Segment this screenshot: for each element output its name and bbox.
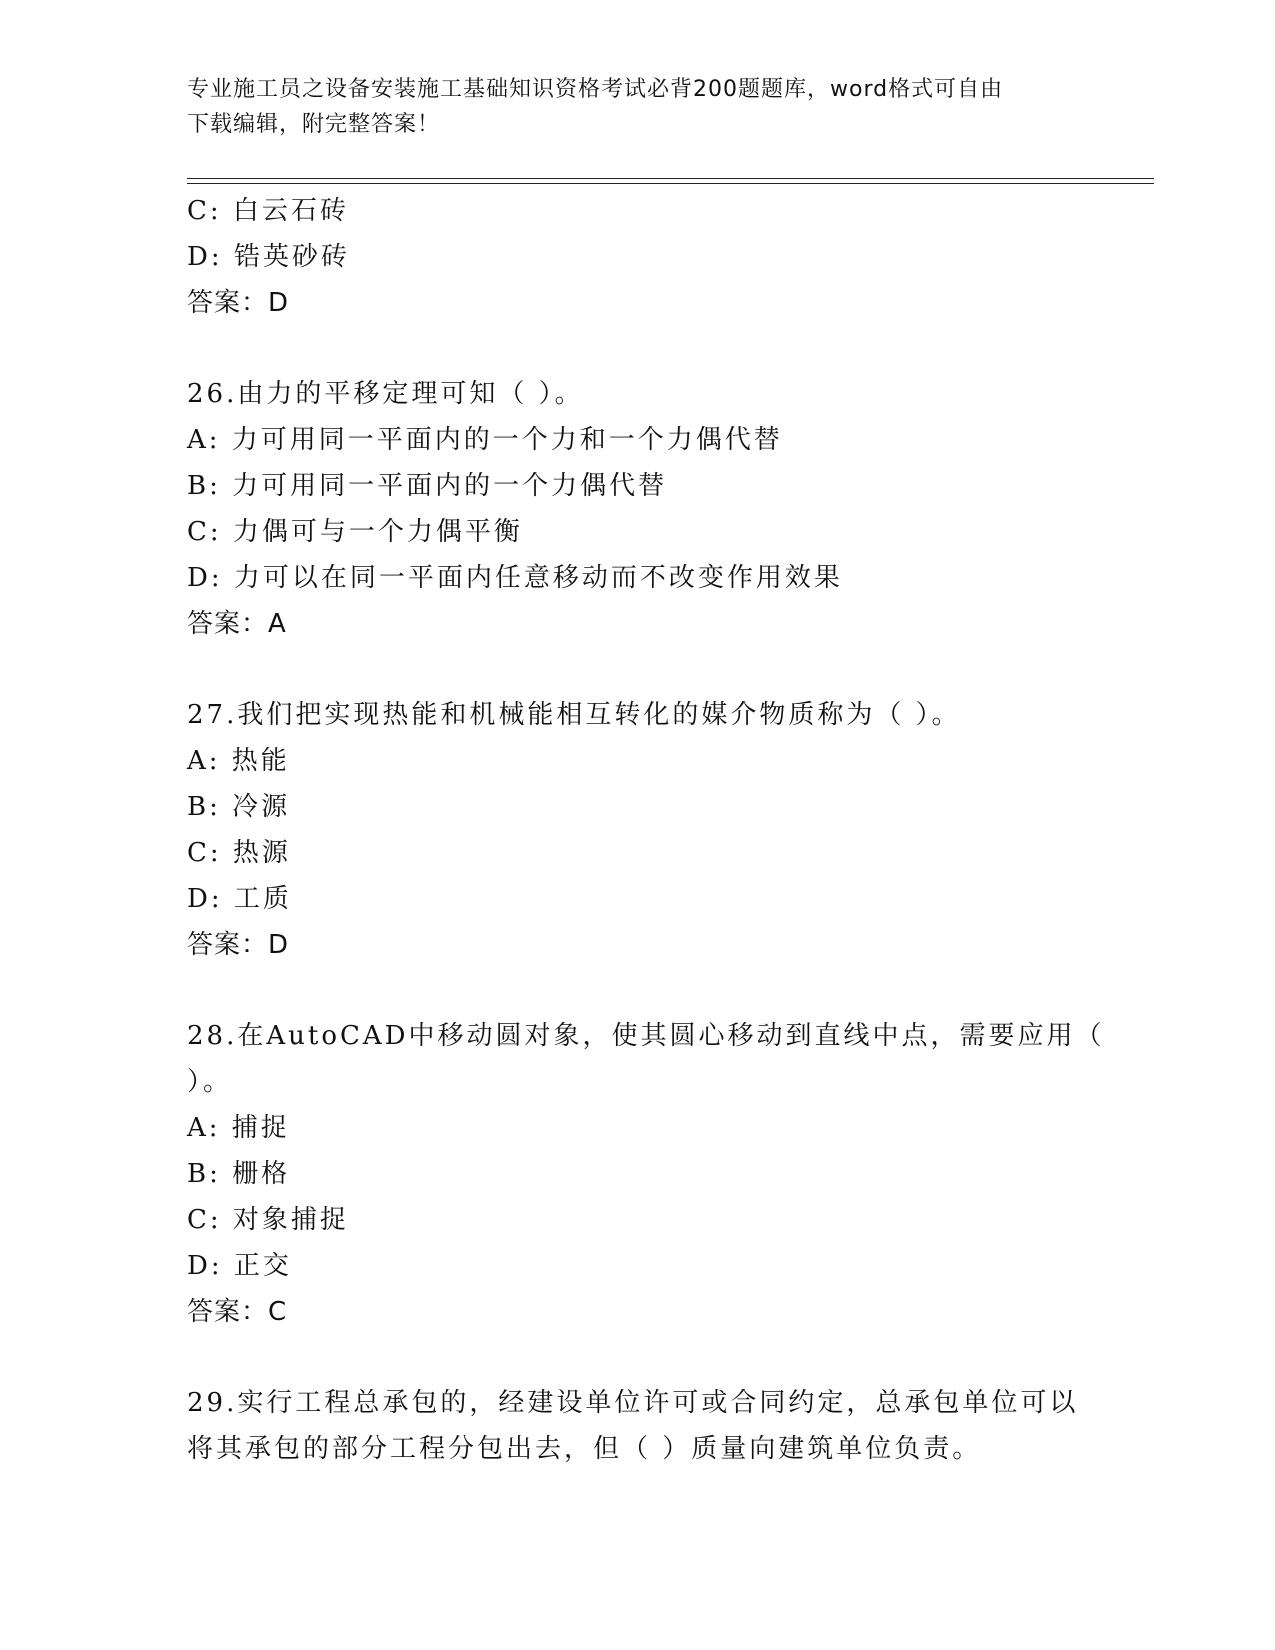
question-stem: 27.我们把实现热能和机械能相互转化的媒介物质称为（ ）。 — [187, 700, 961, 730]
answer: 答案：C — [187, 1297, 288, 1327]
question-stem: 26.由力的平移定理可知（ ）。 — [187, 379, 584, 409]
answer: 答案：D — [187, 288, 290, 318]
question-25-tail — [187, 188, 1087, 326]
option-c: C: 白云石砖 — [187, 196, 349, 226]
question-list — [187, 188, 1105, 1472]
option-d: D: 工质 — [187, 884, 292, 914]
option-c: C: 对象捕捉 — [187, 1205, 349, 1235]
answer: 答案：A — [187, 609, 287, 639]
question-stem-line-1: 28.在AutoCAD中移动圆对象，使其圆心移动到直线中点，需要应用（ — [187, 1021, 1105, 1051]
answer: 答案：D — [187, 930, 290, 960]
option-b: B: 力可用同一平面内的一个力偶代替 — [187, 471, 668, 501]
option-d: D: 力可以在同一平面内任意移动而不改变作用效果 — [187, 563, 843, 593]
option-c: C: 力偶可与一个力偶平衡 — [187, 517, 523, 547]
option-b: B: 栅格 — [187, 1159, 291, 1189]
header-line-2: 下载编辑，附完整答案！ — [187, 112, 441, 137]
question-stem-line-2: ）。 — [187, 1067, 233, 1097]
question-27 — [187, 692, 1087, 968]
option-a: A: 热能 — [187, 746, 290, 776]
option-b: B: 冷源 — [187, 792, 291, 822]
option-c: C: 热源 — [187, 838, 291, 868]
option-a: A: 捕捉 — [187, 1113, 290, 1143]
document-header — [187, 72, 1067, 142]
header-rule-top — [187, 178, 1154, 179]
header-rule-bottom — [187, 183, 1154, 184]
question-26 — [187, 371, 1087, 647]
option-d: D: 锆英砂砖 — [187, 242, 350, 272]
question-29 — [187, 1380, 1087, 1472]
question-stem-line-1: 29.实行工程总承包的，经建设单位许可或合同约定，总承包单位可以 — [187, 1388, 1079, 1418]
header-line-1: 专业施工员之设备安装施工基础知识资格考试必背200题题库，word格式可自由 — [187, 77, 1004, 102]
option-a: A: 力可用同一平面内的一个力和一个力偶代替 — [187, 425, 783, 455]
question-stem-line-2: 将其承包的部分工程分包出去，但（ ）质量向建筑单位负责。 — [187, 1434, 982, 1464]
option-d: D: 正交 — [187, 1251, 292, 1281]
question-28 — [187, 1013, 1105, 1335]
